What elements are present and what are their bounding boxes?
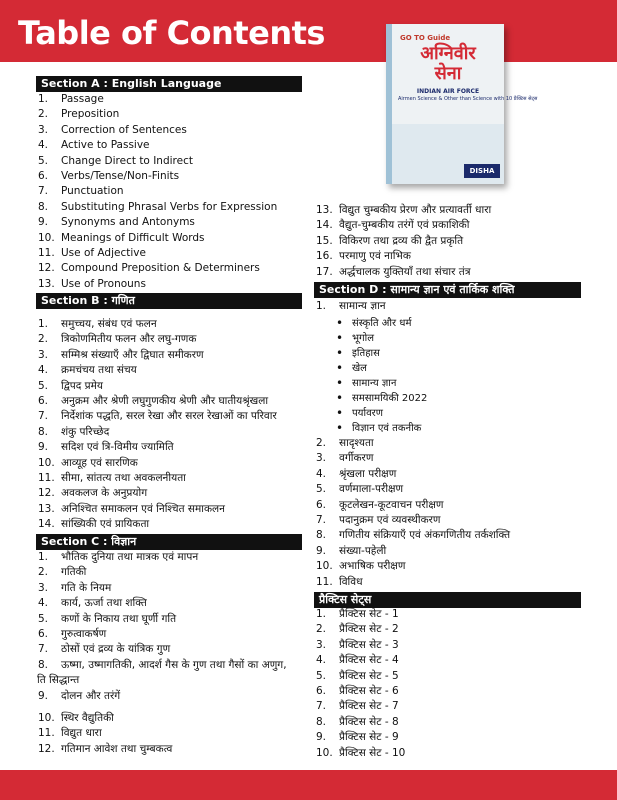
list-item: 10. प्रैक्टिस सेट - 10: [316, 746, 406, 759]
list-item: 4. श्रृंखला परीक्षण: [316, 467, 397, 480]
section-b-list: [38, 317, 277, 532]
list-item: 5. Change Direct to Indirect: [38, 154, 193, 167]
list-item: 16. परमाणु एवं नाभिक: [316, 250, 411, 263]
list-item: 15. विकिरण तथा द्रव्य की द्वैत प्रकृति: [316, 234, 464, 247]
sub-list-item: • संस्कृति और धर्म: [334, 316, 427, 331]
section-c-heading: Section C : विज्ञान: [36, 534, 302, 550]
practice-sets-heading: प्रैक्टिस सेट्स: [314, 592, 581, 608]
sub-list-item: • विज्ञान एवं तकनीक: [334, 421, 427, 436]
list-item: 11. Use of Adjective: [38, 246, 146, 259]
book-subtitle: INDIAN AIR FORCE: [416, 88, 480, 95]
list-item: 11. विद्युत धारा: [38, 727, 102, 740]
list-item: 12. अवकलज के अनुप्रयोग: [38, 487, 148, 500]
list-item: 6. कूटलेखन-कूटवाचन परीक्षण: [316, 498, 444, 511]
list-item: 4. कार्य, ऊर्जा तथा शक्ति: [38, 597, 147, 610]
list-item: 1. Passage: [38, 93, 104, 105]
list-item: 5. प्रैक्टिस सेट - 5: [316, 669, 399, 682]
book-title: अग्निवीर सेना: [420, 43, 476, 84]
list-item: 8. ऊष्मा, उष्मागतिकी, आदर्श गैस के गुण तथा गैसों का अणुग,: [38, 658, 287, 671]
sub-list-item: • भूगोल: [334, 331, 427, 346]
sub-list-item: • खेल: [334, 361, 427, 376]
list-item: 1. भौतिक दुनिया तथा मात्रक एवं मापन: [38, 551, 199, 563]
list-item: 5. वर्णमाला-परीक्षण: [316, 483, 404, 496]
list-item: 2. प्रैक्टिस सेट - 2: [316, 623, 399, 636]
list-item: 9. संख्या-पहेली: [316, 544, 387, 557]
list-item: 17. अर्द्धचालक युक्तियाँ तथा संचार तंत्र: [316, 265, 471, 278]
book-cover-image: [386, 24, 538, 184]
book-brand: GO TO Guide: [400, 34, 451, 42]
list-item: 7. ठोसों एवं द्रव्य के यांत्रिक गुण: [38, 643, 171, 656]
list-item: 5. कणों के निकाय तथा घूर्णी गति: [38, 612, 177, 625]
list-item: 10. Meanings of Difficult Words: [38, 231, 205, 244]
list-item: 14. सांख्यिकी एवं प्रायिकता: [38, 518, 150, 531]
list-item: 7. निर्देशांक पद्धति, सरल रेखा और सरल रेखाओं का परिवार: [38, 410, 277, 423]
list-item: 3. गति के नियम: [38, 581, 112, 594]
list-item: 9. Synonyms and Antonyms: [38, 216, 195, 229]
publisher-logo: DISHA: [464, 164, 500, 178]
section-d-heading: Section D : सामान्य ज्ञान एवं तार्किक शक्ति: [314, 282, 581, 298]
list-item: 2. सादृश्यता: [316, 437, 374, 449]
section-d-sublist: [334, 316, 427, 436]
list-item: 13. Use of Pronouns: [38, 277, 146, 290]
list-item: 2. गतिकी: [38, 566, 87, 579]
page-title: Table of Contents: [18, 14, 325, 52]
list-item: 3. सम्मिश्र संख्याएँ और द्विघात समीकरण: [38, 348, 204, 361]
list-item: 10. आव्यूह एवं सारणिक: [38, 456, 138, 469]
list-item: 11. सीमा, सांतत्य तथा अवकलनीयता: [38, 471, 186, 484]
list-item: 1. सामान्य ज्ञान: [316, 300, 386, 312]
list-item: ति सिद्धान्त: [37, 674, 80, 687]
sub-list-item: • समसामयिकी 2022: [334, 391, 427, 406]
list-item: 7. Punctuation: [38, 185, 124, 198]
list-item: 2. Preposition: [38, 108, 120, 121]
list-item: 8. गणितीय संक्रियाएँ एवं अंकगणितीय तर्कशक्ति: [316, 529, 511, 542]
list-item: 3. Correction of Sentences: [38, 123, 187, 136]
list-item: 9. दोलन और तरंगें: [38, 689, 121, 702]
list-item: 13. अनिश्चित समाकलन एवं निश्चित समाकलन: [38, 502, 225, 515]
list-item: 2. त्रिकोणमितीय फलन और लघु-गणक: [38, 333, 197, 346]
sub-list-item: • सामान्य ज्ञान: [334, 376, 427, 391]
list-item: 6. Verbs/Tense/Non-Finits: [38, 169, 180, 182]
section-d-first-item: [316, 299, 386, 314]
list-item: 8. Substituting Phrasal Verbs for Expression: [38, 200, 278, 213]
list-item: 10. स्थिर वैद्युतिकी: [38, 711, 114, 724]
list-item: 3. वर्गीकरण: [316, 452, 374, 465]
list-item: 8. प्रैक्टिस सेट - 8: [316, 715, 399, 728]
section-c-continued-list: [316, 203, 491, 280]
section-a-list: [38, 92, 277, 292]
list-item: 1. प्रैक्टिस सेट - 1: [316, 608, 399, 620]
footer-band: [0, 770, 617, 800]
list-item: 11. विविध: [316, 575, 363, 588]
list-item: 4. Active to Passive: [38, 139, 150, 152]
section-d-list: [316, 436, 510, 590]
list-item: 5. द्विपद प्रमेय: [38, 379, 103, 392]
section-c-list: [38, 550, 287, 757]
list-item: 12. Compound Preposition & Determiners: [38, 262, 260, 275]
list-item: 7. प्रैक्टिस सेट - 7: [316, 700, 399, 713]
list-item: 1. समुच्चय, संबंध एवं फलन: [38, 318, 157, 330]
list-item: 12. गतिमान आवेश तथा चुम्बकत्व: [38, 742, 173, 755]
list-item: 14. वैद्युत-चुम्बकीय तरंगें एवं प्रकाशिकी: [316, 219, 470, 232]
list-item: 9. प्रैक्टिस सेट - 9: [316, 731, 399, 744]
list-item: 4. क्रमचंचय तथा संचय: [38, 364, 137, 377]
section-a-heading: Section A : English Language: [36, 76, 302, 92]
list-item: 6. गुरुत्वाकर्षण: [38, 627, 107, 640]
list-item: 4. प्रैक्टिस सेट - 4: [316, 654, 399, 667]
list-item: 7. पदानुक्रम एवं व्यवस्थीकरण: [316, 513, 441, 526]
list-item: 3. प्रैक्टिस सेट - 3: [316, 638, 399, 651]
list-item: 8. शंकु परिच्छेद: [38, 425, 110, 438]
list-item: 9. सदिश एवं त्रि-विमीय ज्यामिति: [38, 441, 174, 454]
section-b-heading: Section B : गणित: [36, 293, 302, 309]
sub-list-item: • पर्यावरण: [334, 406, 427, 421]
book-tagline: Airmen Science & Other than Science with 10 प्रैक्टिस सेट्स: [398, 96, 538, 102]
list-item: 6. प्रैक्टिस सेट - 6: [316, 684, 399, 697]
sub-list-item: • इतिहास: [334, 346, 427, 361]
practice-sets-list: [316, 607, 405, 761]
list-item: 10. अभाषिक परीक्षण: [316, 560, 406, 573]
list-item: 13. विद्युत चुम्बकीय प्रेरण और प्रत्यावर्ती धारा: [316, 204, 492, 216]
list-item: 6. अनुक्रम और श्रेणी लघुगुणकीय श्रेणी और घातीयश्रृंखला: [38, 394, 269, 407]
